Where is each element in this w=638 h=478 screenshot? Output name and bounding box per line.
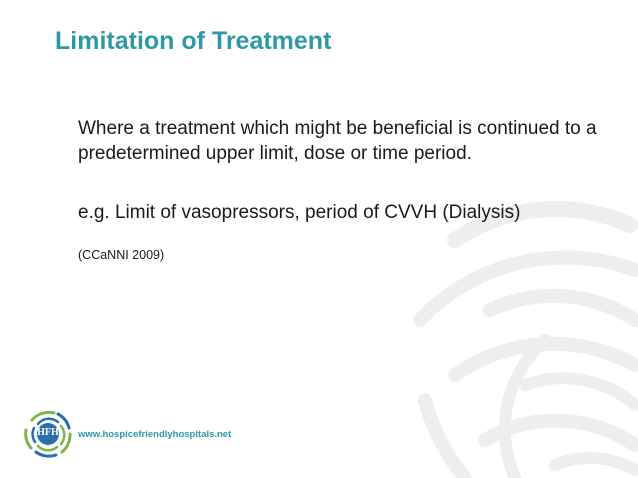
slide-title: Limitation of Treatment <box>55 27 332 55</box>
citation-text: (CCaNNI 2009) <box>78 248 165 262</box>
example-text: e.g. Limit of vasopressors, period of CVVH (Dialysis) <box>78 202 521 223</box>
watermark-logo-icon <box>395 200 638 478</box>
logo-text: HFH <box>37 427 59 438</box>
website-link[interactable]: www.hospicefriendlyhospitals.net <box>78 429 232 440</box>
definition-text: Where a treatment which might be beneficial is continued to a predetermined upper limit, dose or time period. <box>78 118 597 164</box>
